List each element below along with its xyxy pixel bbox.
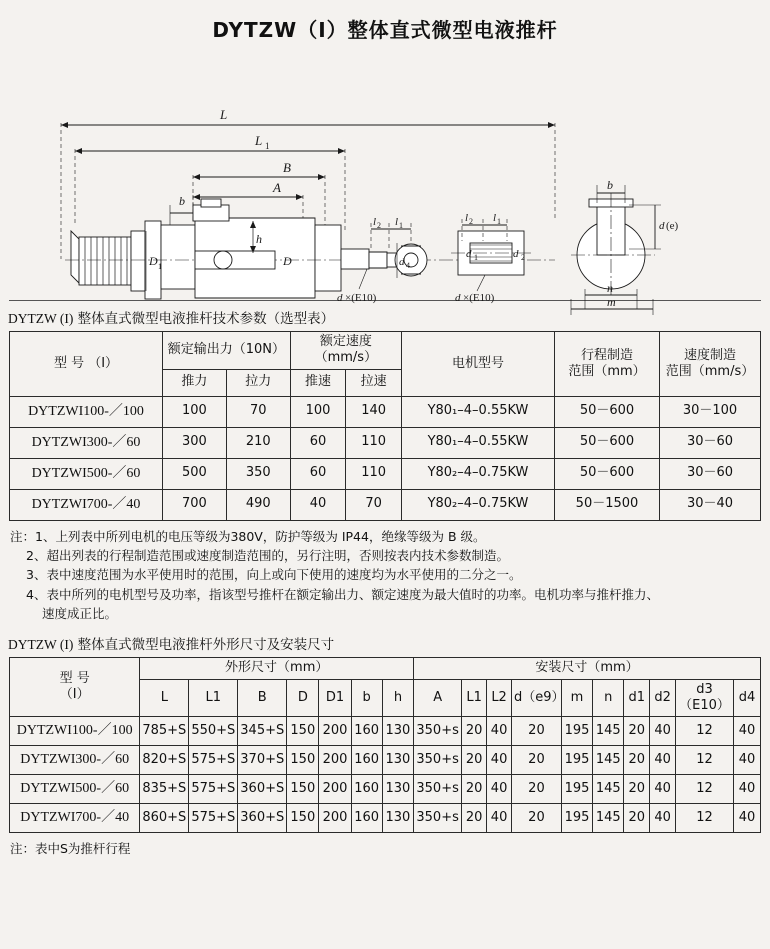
table-row [10,396,761,427]
cell-dim: 20 [462,746,487,775]
cell-dim: 40 [487,804,512,833]
cell-dim: 160 [351,804,382,833]
svg-text:2: 2 [521,253,525,262]
cell-dim: 150 [287,804,319,833]
svg-text:d: d [455,292,461,304]
cell-dim: 40 [650,746,676,775]
note-line: 3、表中速度范围为水平使用时的范围，向上或向下使用的速度均为水平使用的二分之一。 [26,567,522,583]
cell-model: DYTZWI100-／100 [10,717,140,746]
cell-motor: Y80₂–4–0.75KW [402,458,555,489]
table1-heading-lead: DYTZW (I) [8,311,74,326]
cell-dim: 12 [676,775,734,804]
svg-text:d: d [466,248,472,260]
th-stroke-range-l2: 范围（mm） [568,363,646,379]
th-model-l1: 型 号 [59,671,90,686]
technical-drawing [15,53,755,309]
cell-pull-speed: 140 [346,396,402,427]
cell-pull-speed: 70 [346,489,402,520]
cell-dim: 130 [382,775,413,804]
svg-text:A: A [273,180,281,195]
th-col-D1: D1 [319,679,351,717]
cell-pull-speed: 110 [346,458,402,489]
cell-dim: 20 [462,717,487,746]
cell-dim: 20 [624,804,650,833]
cell-model: DYTZWI100-／100 [10,396,163,427]
cell-dim: 145 [593,804,624,833]
dimension-table [9,657,761,833]
cell-dim: 195 [561,746,592,775]
cell-model: DYTZWI700-／40 [10,804,140,833]
svg-text:d: d [337,292,343,304]
cell-model: DYTZWI500-／60 [10,458,163,489]
th-pull-speed: 拉速 [346,369,402,396]
note-line: 2、超出列表的行程制造范围或速度制造范围的，另行注明，否则按表内技术参数制造。 [26,547,509,563]
svg-text:1: 1 [399,221,403,230]
cell-dim: 150 [287,746,319,775]
cell-stroke: 50－1500 [555,489,660,520]
th-col-n: n [593,679,624,717]
cell-dim: 370+S [238,746,287,775]
svg-text:n: n [607,281,613,295]
th-col-d4: d4 [734,679,761,717]
cell-dim: 40 [734,804,761,833]
svg-text:2: 2 [469,217,473,226]
th-col-h: h [382,679,413,717]
svg-text:2: 2 [377,221,381,230]
svg-text:d: d [513,248,519,260]
svg-text:d: d [399,256,405,268]
cell-dim: 20 [624,746,650,775]
svg-text:l: l [395,216,399,228]
table-row [10,746,761,775]
note-line: 注：1、上列表中所列电机的电压等级为380V，防护等级为 IP44，绝缘等级为 B 级。 [10,528,486,544]
cell-pull: 350 [226,458,290,489]
th-stroke-range [555,332,660,397]
cell-dim: 575+S [189,804,238,833]
cell-push: 100 [163,396,227,427]
svg-text:d: d [659,220,665,232]
table-row [10,775,761,804]
svg-text:m: m [607,295,616,309]
cell-push-speed: 60 [290,458,346,489]
cell-model: DYTZWI300-／60 [10,427,163,458]
svg-text:1: 1 [474,253,478,262]
cell-dim: 40 [487,775,512,804]
th-model [10,658,140,717]
cell-model: DYTZWI300-／60 [10,746,140,775]
svg-text:1: 1 [497,217,501,226]
svg-text:4: 4 [406,261,410,270]
cell-dim: 345+S [238,717,287,746]
cell-pull: 210 [226,427,290,458]
svg-text:D: D [283,254,292,268]
cell-speed: 30－60 [660,427,761,458]
th-push-speed: 推速 [290,369,346,396]
cell-dim: 575+S [189,775,238,804]
cell-dim: 12 [676,804,734,833]
cell-push-speed: 100 [290,396,346,427]
cell-dim: 200 [319,804,351,833]
cell-push: 700 [163,489,227,520]
cell-dim: 12 [676,717,734,746]
cell-speed: 30－40 [660,489,761,520]
cell-pull: 490 [226,489,290,520]
cell-motor: Y80₁–4–0.55KW [402,396,555,427]
cell-dim: 350+s [414,804,462,833]
cell-push-speed: 40 [290,489,346,520]
table1-heading-text: 整体直式微型电液推杆技术参数（选型表） [77,311,335,327]
th-col-L1: L1 [189,679,238,717]
cell-dim: 150 [287,775,319,804]
cell-dim: 40 [650,717,676,746]
th-pull: 拉力 [226,369,290,396]
th-speed-range-l2: 范围（mm/s） [665,363,755,379]
table-row [10,489,761,520]
th-col-L1m: L1 [462,679,487,717]
svg-text:l: l [493,212,497,224]
table-row [10,804,761,833]
svg-text:b: b [607,178,613,192]
cell-dim: 130 [382,746,413,775]
th-push: 推力 [163,369,227,396]
th-model: 型 号 （I） [10,332,163,397]
cell-dim: 20 [512,804,562,833]
table-row [10,458,761,489]
spec-table [9,331,761,521]
th-col-d2: d2 [650,679,676,717]
note-line: 速度成正比。 [42,606,118,621]
cell-dim: 40 [734,746,761,775]
cell-dim: 575+S [189,746,238,775]
cell-dim: 550+S [189,717,238,746]
cell-speed: 30－100 [660,396,761,427]
cell-dim: 195 [561,717,592,746]
cell-dim: 820+S [140,746,189,775]
table2-heading [8,633,760,653]
table-row [10,717,761,746]
th-col-L: L [140,679,189,717]
cell-push-speed: 60 [290,427,346,458]
cell-dim: 145 [593,717,624,746]
svg-text:1: 1 [265,141,270,151]
cell-dim: 160 [351,775,382,804]
svg-text:(e): (e) [666,220,679,232]
table2-heading-text: 整体直式微型电液推杆外形尺寸及安装尺寸 [77,637,335,654]
note-line: 4、表中所列的电机型号及功率，指该型号推杆在额定输出力、额定速度为最大值时的功率。电机功率与推杆推力、 [26,586,659,602]
cell-push: 300 [163,427,227,458]
cell-pull: 70 [226,396,290,427]
cell-dim: 350+s [414,775,462,804]
table2-heading-lead: DYTZW (I) [8,637,74,653]
cell-dim: 20 [462,804,487,833]
th-col-m: m [561,679,592,717]
svg-text:1: 1 [158,262,162,271]
notes-block-1 [10,527,770,624]
th-outer-group: 外形尺寸（mm） [140,658,414,679]
svg-text:×(E10): ×(E10) [345,292,377,304]
cell-speed: 30－60 [660,458,761,489]
cell-dim: 350+s [414,717,462,746]
cell-push: 500 [163,458,227,489]
th-col-d-e9: d（e9） [512,679,562,717]
cell-dim: 20 [624,775,650,804]
th-rated-speed: 额定速度（mm/s） [290,332,401,370]
cell-pull-speed: 110 [346,427,402,458]
cell-dim: 360+S [238,775,287,804]
svg-text:B: B [283,160,291,175]
cell-dim: 40 [487,746,512,775]
cell-dim: 145 [593,746,624,775]
cell-dim: 360+S [238,804,287,833]
page-title-text: DYTZW（I）整体直式微型电液推杆 [212,18,558,42]
svg-text:h: h [256,232,262,246]
th-col-B: B [238,679,287,717]
th-col-A: A [414,679,462,717]
cell-dim: 200 [319,717,351,746]
cell-motor: Y80₂–4–0.75KW [402,489,555,520]
svg-text:l: l [373,216,377,228]
th-col-L2m: L2 [487,679,512,717]
cell-motor: Y80₁–4–0.55KW [402,427,555,458]
cell-dim: 130 [382,717,413,746]
th-col-d3: d3（E10） [676,679,734,717]
cell-model: DYTZWI500-／60 [10,775,140,804]
cell-dim: 150 [287,717,319,746]
svg-text:×(E10): ×(E10) [463,292,495,304]
svg-text:L: L [220,107,228,122]
th-col-d1: d1 [624,679,650,717]
cell-dim: 20 [512,746,562,775]
cell-dim: 860+S [140,804,189,833]
th-mount-group: 安装尺寸（mm） [414,658,761,679]
cell-dim: 195 [561,804,592,833]
note-line: 注：表中S为推杆行程 [10,841,131,857]
cell-dim: 200 [319,775,351,804]
cell-dim: 145 [593,775,624,804]
cell-dim: 835+S [140,775,189,804]
cell-dim: 130 [382,804,413,833]
cell-dim: 20 [512,717,562,746]
cell-dim: 20 [462,775,487,804]
cell-stroke: 50－600 [555,427,660,458]
table2-header-row-1 [10,658,761,679]
cell-dim: 40 [734,717,761,746]
page-title [0,0,770,49]
table-row [10,427,761,458]
cell-dim: 350+s [414,746,462,775]
svg-text:l: l [465,212,469,224]
cell-dim: 40 [650,775,676,804]
th-rated-output: 额定输出力（10N） [163,332,291,370]
svg-text:D: D [149,254,158,268]
cell-dim: 160 [351,717,382,746]
table1-header-row-1 [10,332,761,370]
cell-dim: 195 [561,775,592,804]
cell-stroke: 50－600 [555,396,660,427]
svg-text:L: L [255,133,263,148]
cell-dim: 785+S [140,717,189,746]
th-col-b: b [351,679,382,717]
cell-dim: 160 [351,746,382,775]
cell-dim: 20 [512,775,562,804]
table1-heading [8,307,760,327]
th-speed-range-l1: 速度制造 [683,347,736,363]
cell-stroke: 50－600 [555,458,660,489]
th-speed-range [660,332,761,397]
th-motor: 电机型号 [402,332,555,397]
cell-dim: 12 [676,746,734,775]
divider-top [9,300,761,301]
cell-dim: 20 [624,717,650,746]
cell-dim: 200 [319,746,351,775]
th-col-D: D [287,679,319,717]
th-stroke-range-l1: 行程制造 [580,347,633,363]
cell-model: DYTZWI700-／40 [10,489,163,520]
svg-text:b: b [179,194,185,208]
cell-dim: 40 [650,804,676,833]
cell-dim: 40 [487,717,512,746]
th-model-l2: （I） [59,687,90,703]
cell-dim: 40 [734,775,761,804]
